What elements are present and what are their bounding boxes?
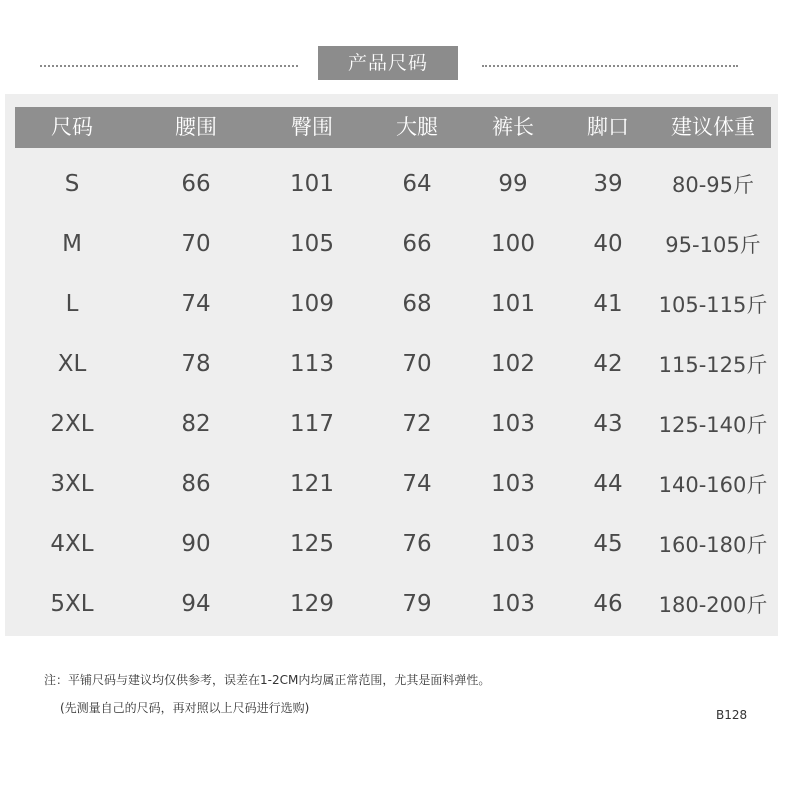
cell-size: 2XL [50,411,94,437]
cell-weight: 180-200斤 [658,593,768,617]
cell-waist: 90 [181,531,211,557]
cell-length: 99 [498,171,528,197]
cell-length: 101 [491,291,535,317]
cell-thigh: 70 [402,351,432,377]
cell-size: L [65,291,79,317]
cell-thigh: 64 [402,171,432,197]
cell-hem: 40 [593,231,623,257]
size-table-header-bar [15,107,771,148]
cell-waist: 86 [181,471,211,497]
cell-waist: 66 [181,171,211,197]
cell-waist: 94 [181,591,211,617]
cell-thigh: 76 [402,531,432,557]
cell-size: S [64,171,80,197]
cell-hem: 44 [593,471,623,497]
cell-hem: 41 [593,291,623,317]
cell-weight: 140-160斤 [658,473,768,497]
cell-waist: 78 [181,351,211,377]
cell-waist: 74 [181,291,211,317]
cell-length: 103 [491,471,535,497]
cell-hip: 125 [290,531,334,557]
cell-length: 103 [491,531,535,557]
cell-hip: 109 [290,291,334,317]
title-section [0,46,790,80]
header-hip: 臀围 [291,115,333,139]
header-length: 裤长 [492,115,534,139]
page-title: 产品尺码 [318,46,458,80]
header-thigh: 大腿 [396,115,438,139]
cell-size: XL [57,351,87,377]
cell-hem: 45 [593,531,623,557]
cell-weight: 160-180斤 [658,533,768,557]
cell-hem: 46 [593,591,623,617]
cell-length: 100 [491,231,535,257]
cell-length: 103 [491,411,535,437]
note-line-2: (先测量自己的尺码，再对照以上尺码进行选购) [60,701,310,715]
cell-hip: 121 [290,471,334,497]
cell-hip: 113 [290,351,334,377]
note-line-1: 注：平铺尺码与建议均仅供参考，误差在1-2CM内均属正常范围，尤其是面料弹性。 [44,673,491,687]
cell-hip: 105 [290,231,334,257]
header-weight: 建议体重 [671,115,755,139]
cell-size: 4XL [50,531,94,557]
cell-thigh: 68 [402,291,432,317]
cell-size: 5XL [50,591,94,617]
cell-weight: 80-95斤 [671,173,755,197]
cell-thigh: 66 [402,231,432,257]
cell-thigh: 74 [402,471,432,497]
cell-thigh: 72 [402,411,432,437]
cell-waist: 82 [181,411,211,437]
cell-hem: 43 [593,411,623,437]
cell-weight: 105-115斤 [658,293,768,317]
cell-waist: 70 [181,231,211,257]
cell-size: 3XL [50,471,94,497]
cell-hem: 42 [593,351,623,377]
cell-weight: 95-105斤 [665,233,761,257]
title-divider-right [482,65,738,67]
header-hem: 脚口 [587,115,629,139]
cell-weight: 125-140斤 [658,413,768,437]
header-size: 尺码 [51,115,93,139]
cell-size: M [62,231,82,257]
cell-hem: 39 [593,171,623,197]
cell-hip: 129 [290,591,334,617]
cell-length: 103 [491,591,535,617]
cell-length: 102 [491,351,535,377]
cell-hip: 101 [290,171,334,197]
cell-hip: 117 [290,411,334,437]
product-code: B128 [716,708,748,722]
cell-weight: 115-125斤 [658,353,768,377]
title-divider-left [40,65,298,67]
header-waist: 腰围 [175,115,217,139]
cell-thigh: 79 [402,591,432,617]
